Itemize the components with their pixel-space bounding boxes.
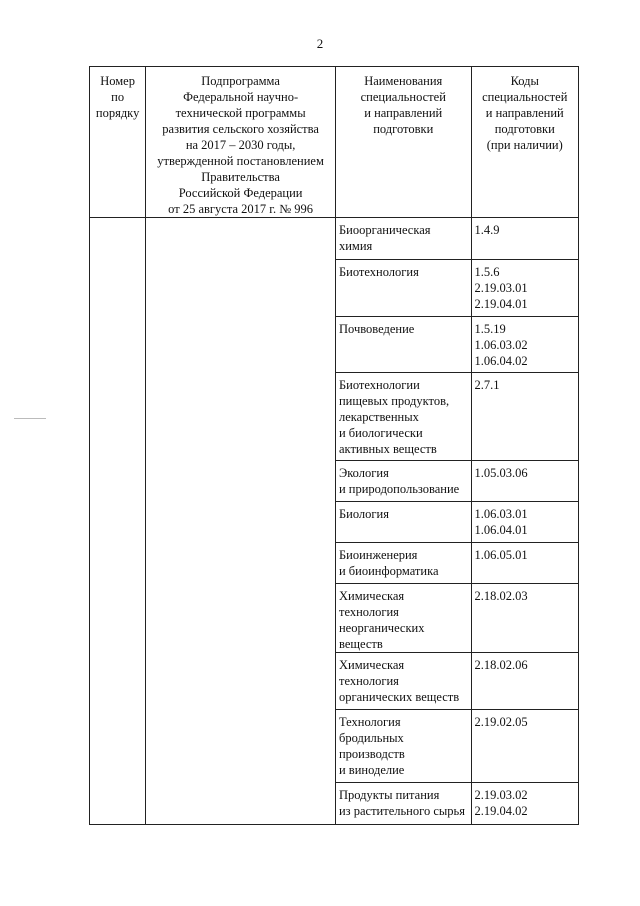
cell-line: веществ <box>338 637 383 651</box>
cell-line: бродильных <box>338 731 404 745</box>
specialty-name-cell <box>335 710 471 783</box>
margin-mark <box>14 418 46 419</box>
cell-line: подготовки <box>494 122 555 136</box>
cell-line: технической программы <box>175 106 306 120</box>
cell-line: на 2017 – 2030 годы, <box>185 138 296 152</box>
cell-line: химия <box>338 239 373 253</box>
specialty-code-cell <box>471 653 578 710</box>
cell-line: 2.19.03.02 <box>474 788 528 802</box>
cell-line: 1.4.9 <box>474 223 500 237</box>
cell-line: от 25 августа 2017 г. № 996 <box>168 202 314 216</box>
specialty-code-cell <box>471 260 578 317</box>
cell-line: Продукты питания <box>338 788 440 802</box>
specialty-name-cell <box>335 653 471 710</box>
cell-line: активных веществ <box>338 442 437 456</box>
cell-line: Экология <box>338 466 389 480</box>
cell-line: Биотехнология <box>338 265 419 279</box>
specialty-name-cell <box>335 218 471 260</box>
cell-line: Российской Федерации <box>178 186 303 200</box>
cell-line: развития сельского хозяйства <box>162 122 319 136</box>
specialty-name-cell <box>335 317 471 373</box>
specialty-name-cell <box>335 260 471 317</box>
cell-line: Биология <box>338 507 389 521</box>
number-cell <box>90 218 146 825</box>
table-row <box>90 218 579 260</box>
cell-line: технология <box>338 674 399 688</box>
cell-line: Правительства <box>201 170 280 184</box>
header-specialty-codes <box>471 67 578 218</box>
cell-line: 1.5.19 <box>474 322 506 336</box>
cell-line: утвержденной постановлением <box>157 154 324 168</box>
specialty-code-cell <box>471 783 578 825</box>
header-specialty-names <box>335 67 471 218</box>
subprogram-cell <box>146 218 336 825</box>
cell-line: 1.06.04.01 <box>474 523 528 537</box>
cell-line: Технология <box>338 715 401 729</box>
specialty-name-cell <box>335 543 471 584</box>
cell-line: 1.5.6 <box>474 265 500 279</box>
cell-line: Подпрограмма <box>201 74 280 88</box>
cell-line: 1.06.05.01 <box>474 548 528 562</box>
specialty-code-cell <box>471 584 578 653</box>
cell-line: по <box>111 90 125 104</box>
specialties-table <box>89 66 579 825</box>
cell-line: 1.06.03.02 <box>474 338 528 352</box>
cell-line: 2.7.1 <box>474 378 500 392</box>
cell-line: Биоинженерия <box>338 548 418 562</box>
cell-line: неорганических <box>338 621 425 635</box>
specialty-code-cell <box>471 710 578 783</box>
cell-line: специальностей <box>482 90 568 104</box>
cell-line: из растительного сырья <box>338 804 465 818</box>
specialty-name-cell <box>335 373 471 461</box>
cell-line: 2.19.02.05 <box>474 715 528 729</box>
cell-line: Номер <box>100 74 135 88</box>
cell-line: Химическая <box>338 589 405 603</box>
cell-line: Биотехнологии <box>338 378 420 392</box>
cell-line: 2.19.04.01 <box>474 297 528 311</box>
specialty-code-cell <box>471 502 578 543</box>
specialty-name-cell <box>335 461 471 502</box>
cell-line: и природопользование <box>338 482 460 496</box>
header-number <box>90 67 146 218</box>
cell-line: технология <box>338 605 399 619</box>
specialty-code-cell <box>471 373 578 461</box>
cell-line: 2.18.02.03 <box>474 589 528 603</box>
specialty-code-cell <box>471 543 578 584</box>
cell-line: и направлений <box>364 106 443 120</box>
cell-line: 1.06.04.02 <box>474 354 528 368</box>
specialty-code-cell <box>471 218 578 260</box>
cell-line: и биологически <box>338 426 423 440</box>
cell-line: пищевых продуктов, <box>338 394 450 408</box>
header-subprogram <box>146 67 336 218</box>
cell-line: Наименования <box>364 74 443 88</box>
cell-line: органических веществ <box>338 690 460 704</box>
cell-line: лекарственных <box>338 410 419 424</box>
cell-line: 2.19.04.02 <box>474 804 528 818</box>
cell-line: и направлений <box>485 106 564 120</box>
cell-line: 2.19.03.01 <box>474 281 528 295</box>
specialty-name-cell <box>335 584 471 653</box>
cell-line: порядку <box>95 106 140 120</box>
cell-line: и биоинформатика <box>338 564 439 578</box>
specialty-code-cell <box>471 461 578 502</box>
header-row <box>90 67 579 218</box>
cell-line: Биоорганическая <box>338 223 431 237</box>
cell-line: Почвоведение <box>338 322 415 336</box>
cell-line: производств <box>338 747 405 761</box>
cell-line: Федеральной научно- <box>183 90 299 104</box>
page-number: 2 <box>316 36 324 51</box>
specialty-code-cell <box>471 317 578 373</box>
cell-line: Химическая <box>338 658 405 672</box>
cell-line: и виноделие <box>338 763 405 777</box>
table-body <box>90 218 579 825</box>
specialty-name-cell <box>335 783 471 825</box>
cell-line: 1.06.03.01 <box>474 507 528 521</box>
cell-line: 2.18.02.06 <box>474 658 528 672</box>
cell-line: Коды <box>510 74 539 88</box>
specialty-name-cell <box>335 502 471 543</box>
cell-line: 1.05.03.06 <box>474 466 528 480</box>
cell-line: специальностей <box>360 90 446 104</box>
cell-line: подготовки <box>373 122 434 136</box>
cell-line: (при наличии) <box>486 138 563 152</box>
